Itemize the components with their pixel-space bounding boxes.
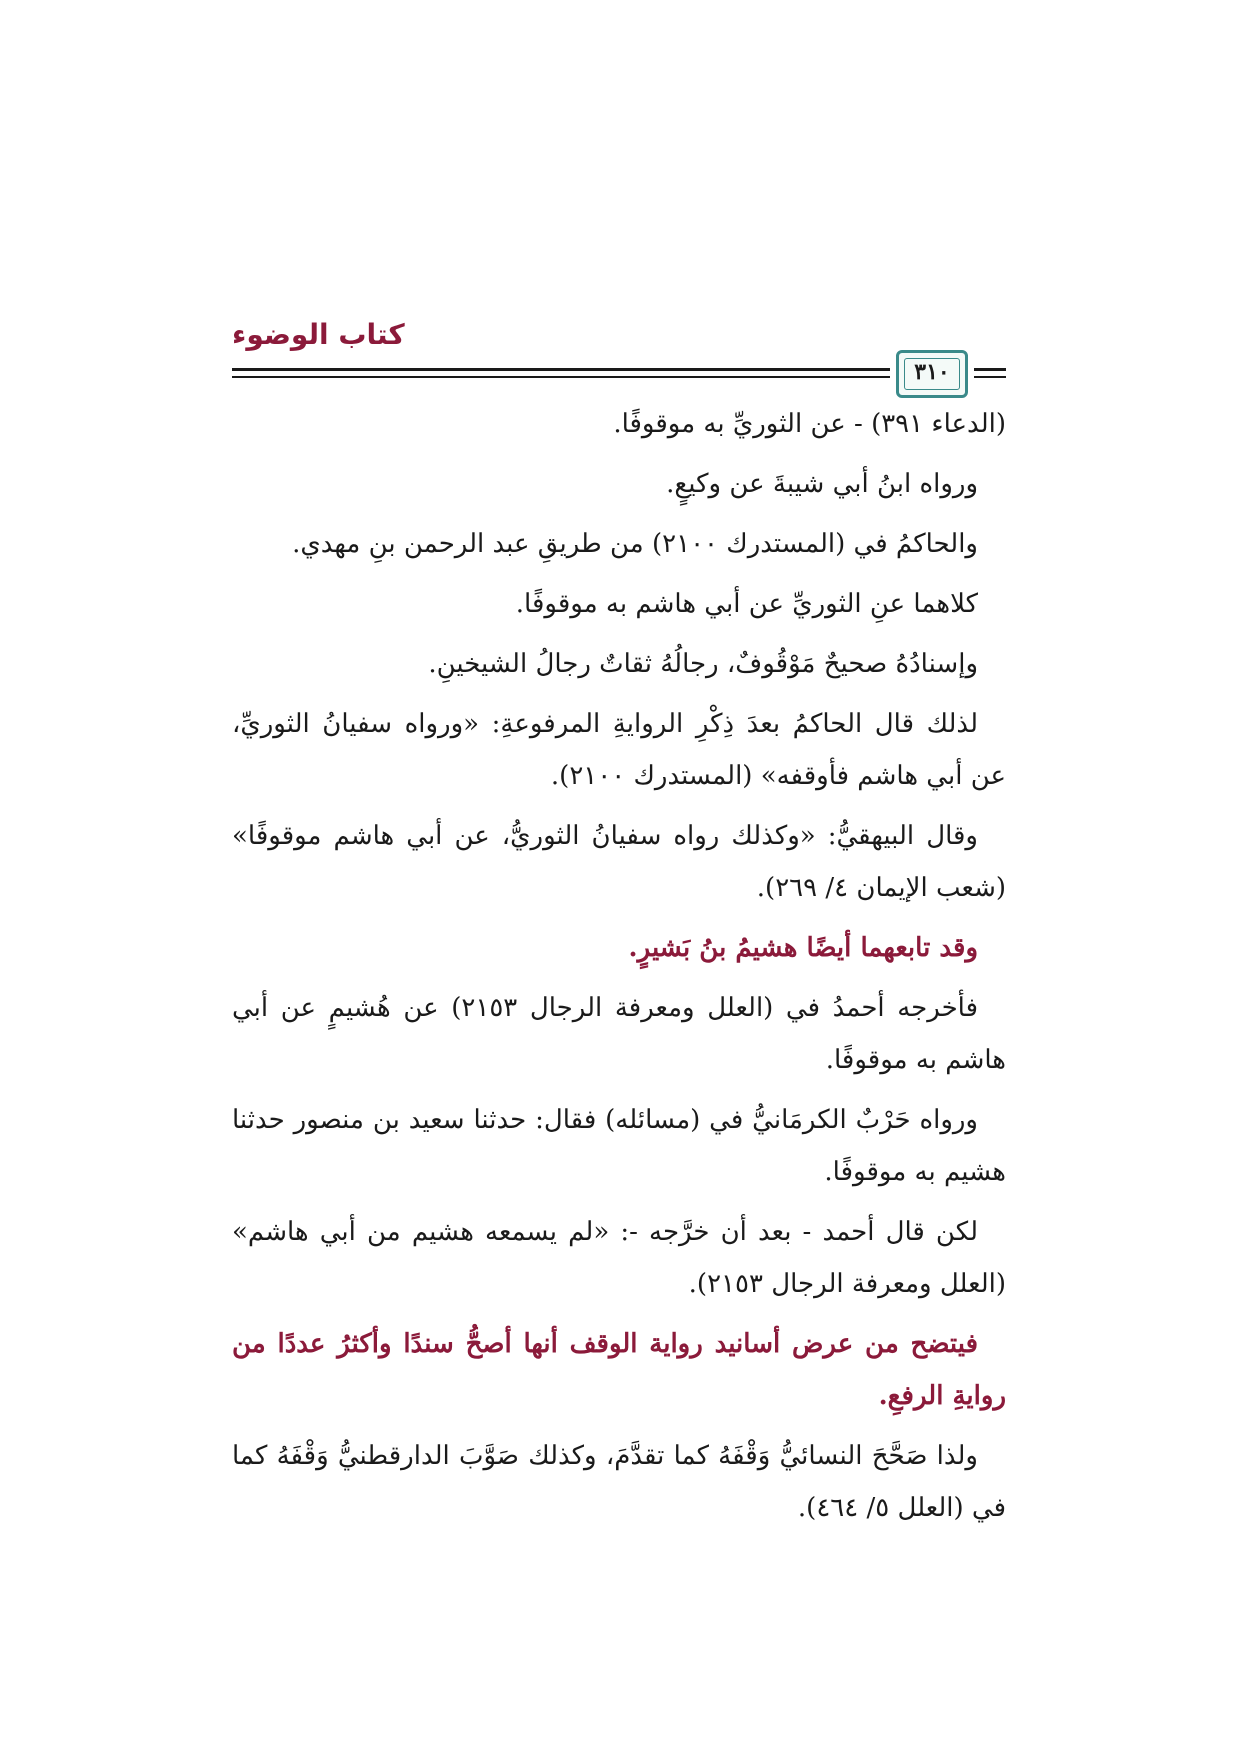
paragraph-bayhaqi-quote: وقال البيهقيُّ: «وكذلك رواه سفيانُ الثوريُّ، عن أبي هاشم موقوفًا» (شعب الإيمان ٤/ ٢٦٩). <box>232 821 1006 903</box>
paragraph-ibn-abi-shaybah: ورواه ابنُ أبي شيبةَ عن وكيعٍ. <box>666 469 978 499</box>
page-body <box>232 398 1006 1542</box>
paragraph-doaa-citation: (الدعاء ٣٩١) - عن الثوريِّ به موقوفًا. <box>613 409 1006 439</box>
paragraph-both-from-thawri: كلاهما عنِ الثوريِّ عن أبي هاشم به موقوفًا. <box>515 589 978 619</box>
chapter-title: كتاب الوضوء <box>232 318 405 351</box>
paragraph-ahmad-ilal: فأخرجه أحمدُ في (العلل ومعرفة الرجال ٢١٥٣) عن هُشيمٍ عن أبي هاشم به موقوفًا. <box>232 993 1006 1075</box>
page-header <box>232 318 1006 388</box>
paragraph-nasai-daraqutni: ولذا صَحَّحَ النسائيُّ وَقْفَهُ كما تقدَّمَ، وكذلك صَوَّبَ الدارقطنيُّ وَقْفَهُ كما في (العلل ٥/ ٤٦٤). <box>232 1441 1006 1523</box>
header-rule-top <box>232 368 890 371</box>
header-rule-right-bottom <box>974 376 1006 378</box>
header-rule-right-top <box>974 368 1006 371</box>
paragraph-isnad-sahih: وإسنادُهُ صحيحٌ مَوْقُوفٌ، رجالُهُ ثقاتٌ رجالُ الشيخينِ. <box>428 649 978 679</box>
paragraph-hakim-mustadrak: والحاكمُ في (المستدرك ٢١٠٠) من طريقِ عبد الرحمن بنِ مهدي. <box>292 529 978 559</box>
paragraph-ahmad-comment: لكن قال أحمد - بعد أن خرَّجه -: «لم يسمعه هشيم من أبي هاشم» (العلل ومعرفة الرجال ٢١٥٣). <box>232 1217 1006 1299</box>
page-number-frame <box>896 350 968 398</box>
heading-hushaym-follow: وقد تابعهما أيضًا هشيمُ بنُ بَشيرٍ. <box>628 933 978 963</box>
paragraph-hakim-quote: لذلك قال الحاكمُ بعدَ ذِكْرِ الروايةِ المرفوعةِ: «ورواه سفيانُ الثوريِّ، عن أبي هاشم فأوقفه» (المستدرك ٢١٠٠). <box>232 709 1006 791</box>
heading-conclusion: فيتضح من عرض أسانيد رواية الوقف أنها أصحُّ سندًا وأكثرُ عددًا من روايةِ الرفعِ. <box>232 1329 1006 1411</box>
page-number: ٣١٠ <box>914 359 950 385</box>
header-rule-bottom <box>232 376 890 378</box>
paragraph-harb-kirmani: ورواه حَرْبٌ الكرمَانيُّ في (مسائله) فقال: حدثنا سعيد بن منصور حدثنا هشيم به موقوفًا. <box>232 1105 1006 1187</box>
